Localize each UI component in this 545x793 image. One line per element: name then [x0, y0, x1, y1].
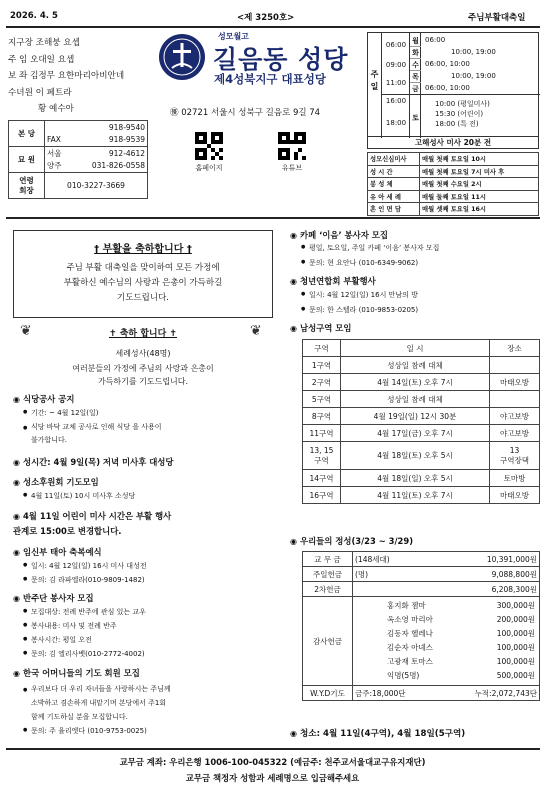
- table-row: [303, 408, 540, 425]
- thanks-offering-list: [353, 597, 540, 686]
- decor-left-icon: ❦: [20, 323, 32, 339]
- donor-name: 고광재 토마스: [387, 657, 433, 666]
- cleaning-notice: ◉ 청소: 4월 11일(4구역), 4월 18일(5구역): [290, 729, 466, 739]
- men-place: [490, 357, 540, 374]
- chair-label: 연령 회장: [9, 173, 45, 199]
- yangju-label: 양주: [45, 160, 75, 173]
- header-bottom-rule: [6, 217, 540, 219]
- monthly-label-1: 성모신심미사: [368, 153, 420, 166]
- offering-amount: 10,391,000원: [423, 552, 540, 567]
- weekday-fri: 06:00, 10:00: [425, 84, 470, 92]
- monthly-value-4: 매월 둘째 토요일 11시: [420, 190, 539, 203]
- men-place: 마태오방: [490, 374, 540, 391]
- men-place: 13 구역장댁: [490, 442, 540, 470]
- baptism-count: 세례성사(48명): [115, 349, 171, 358]
- footer-instruction: 교무금 책정자 성함과 세례명으로 입금해주세요: [185, 773, 360, 783]
- footer-account: 교무금 계좌: 우리은행 1006-100-045322 (예금주: 천주교서울대교구유지재단): [119, 757, 426, 767]
- day-sat: 토: [412, 114, 419, 122]
- men-header-place: 장소: [490, 340, 540, 357]
- offering-amount: 9,088,800원: [423, 567, 540, 582]
- vocation-detail: ● 4월 11일(토) 10시 미사후 소성당: [31, 491, 135, 501]
- youtube-label: 유튜브: [281, 164, 303, 172]
- men-date: 4월 19일(일) 12시 30분: [341, 408, 490, 425]
- cemetery-label: 묘 원: [9, 147, 45, 173]
- offering-note: (명): [353, 567, 423, 582]
- church-label: 본 당: [9, 121, 45, 147]
- men-date: 성상일 참례 대체: [341, 357, 490, 374]
- sunday-times: [382, 33, 410, 138]
- staff-2: 주 임 오대일 요셉: [8, 54, 75, 65]
- easter-greeting-box: [13, 230, 273, 318]
- men-zone: 16구역: [303, 487, 341, 504]
- day-labels: [410, 33, 421, 138]
- vocation-text: 성소후원회 기도모임: [22, 477, 99, 487]
- weekday-times: [421, 33, 540, 138]
- cafe-detail: ● 평일, 토요일, 주일 카페 ‘이음’ 봉사자 모집: [309, 243, 439, 253]
- men-place: [490, 391, 540, 408]
- staff-5: 황 예수아: [38, 104, 74, 114]
- notice-children-mass: ◉ 4월 11일 어린이 미사 시간은 부활 행사 관계로 15:00로 변경합니다.: [13, 511, 172, 536]
- issue-number: <제 3250호>: [237, 13, 295, 23]
- donor-amount: 100,000원: [496, 629, 535, 638]
- men-zone: 14구역: [303, 470, 341, 487]
- saturday-mass-1: 10:00 (평일미사): [435, 100, 490, 108]
- wyd-total: 누적:2,072,743단: [423, 686, 540, 701]
- yangju-phone: 031-826-0558: [75, 160, 148, 173]
- donor-amount: 200,000원: [496, 615, 535, 624]
- weekday-wed: 06:00, 10:00: [425, 60, 470, 68]
- offering-amount: 6,208,300원: [423, 582, 540, 597]
- parish-address: ㊝ 02721 서울시 성북구 길음로 9길 74: [170, 108, 321, 118]
- men-text: 남성구역 모임: [299, 323, 352, 333]
- donor-name: 홍지화 젬마: [387, 601, 426, 610]
- donor-name: 김순자 아녜스: [387, 643, 433, 652]
- offering-note: [353, 582, 423, 597]
- offering-title: ◉ 우리들의 정성(3/23 ~ 3/29): [290, 536, 414, 546]
- youth-date: ● 일시: 4월 12일(일) 16시 만남의 방: [309, 290, 418, 300]
- men-zone: 5구역: [303, 391, 341, 408]
- offering-label: 2차헌금: [303, 582, 353, 597]
- notice-cafeteria-text: 식당공사 공지: [22, 394, 75, 404]
- men-zone: 8구역: [303, 408, 341, 425]
- men-zone: 11구역: [303, 425, 341, 442]
- children-mass-text: 4월 11일 어린이 미사 시간은 부활 행사 관계로 15:00로 변경합니다.: [13, 511, 172, 536]
- thanks-offering-label: 감사헌금: [303, 597, 353, 686]
- monthly-value-3: 매월 첫째 수요일 2시: [420, 178, 539, 191]
- donor-name: 옥소영 마리아: [387, 615, 433, 624]
- pregnancy-date: ● 일시: 4월 12일(일) 16시 미사 대성전: [31, 561, 147, 571]
- cafe-contact: ● 문의: 현 요안나 (010-6349-9062): [309, 258, 418, 268]
- weekday-tue: 10:00, 19:00: [451, 48, 496, 56]
- sunday-time-3: 11:00: [385, 79, 407, 87]
- table-row: [303, 425, 540, 442]
- donor-name: 김동자 헬레나: [387, 629, 433, 638]
- mothers-prayer-detail: ● 우리보다 더 우리 자녀들을 사랑하시는 주님께 소박하고 겸손하게 내맡기며 본당에서 주1회 함께 기도하실 분을 모집합니다.: [31, 682, 171, 724]
- notice-cafe-title: ◉ 카페 ‘이음’ 봉사자 모집: [290, 230, 388, 240]
- notice-youth-title: ◉ 청년연합회 부활행사: [290, 276, 376, 286]
- staff-4: 수녀원 이 페트라: [8, 87, 72, 98]
- fax-label: FAX: [45, 134, 75, 147]
- offering-note: (148세대): [353, 552, 423, 567]
- men-place: 마태오방: [490, 487, 540, 504]
- donor-amount: 500,000원: [496, 671, 535, 680]
- seoul-label: 서울: [45, 147, 75, 160]
- men-date: 4월 18일(일) 오후 5시: [341, 470, 490, 487]
- men-place: 야고보방: [490, 425, 540, 442]
- day-tue: 화: [412, 49, 419, 57]
- header-rule: [6, 26, 540, 28]
- monthly-label-5: 혼 인 면 담: [368, 203, 420, 216]
- cleaning-text: 청소: 4월 11일(4구역), 4월 18일(5구역): [299, 729, 466, 739]
- offering-label: 교 무 금: [303, 552, 353, 567]
- men-meeting-table: [302, 339, 540, 504]
- staff-3: 보 좌 김정무 요한마리아비안네: [8, 71, 125, 81]
- sunday-time-1: 06:00: [385, 41, 407, 49]
- staff-list: [8, 35, 124, 118]
- notice-cafeteria-title: ◉ 식당공사 공지: [13, 394, 75, 404]
- monthly-label-4: 유 아 세 례: [368, 190, 420, 203]
- monthly-label-3: 봉 성 체: [368, 178, 420, 191]
- holy-hour-text: 성시간: 4월 9일(목) 저녁 미사후 대성당: [22, 457, 174, 467]
- notice-men-title: ◉ 남성구역 모임: [290, 323, 352, 333]
- men-zone: 1구역: [303, 357, 341, 374]
- donor-amount: 300,000원: [496, 601, 535, 610]
- offering-table: [302, 551, 540, 701]
- table-row: [303, 442, 540, 470]
- easter-message: 주님 부활 대축일을 맞이하여 모든 가정에 부활하신 예수님의 사랑과 은총이 가득하길 기도드립니다.: [63, 263, 223, 303]
- accompanist-target: ● 모집대상: 전례 반주에 관심 있는 교우: [31, 607, 146, 617]
- weekday-thu: 10:00, 19:00: [451, 72, 496, 80]
- sunday-time-5: 18:00: [385, 119, 407, 127]
- day-fri: 금: [412, 85, 419, 93]
- men-date: 성상일 참례 대체: [341, 391, 490, 408]
- sunday-time-2: 09:00: [385, 61, 407, 69]
- feast-name: 주님부활대축일: [468, 13, 526, 23]
- seoul-phone: 912-4612: [75, 147, 148, 160]
- parish-deanery: 제4성북지구 대표성당: [214, 72, 326, 86]
- notice-pregnancy-title: ◉ 임신부 태아 축복예식: [13, 547, 102, 557]
- weekday-mon: 06:00: [425, 36, 446, 44]
- men-place: 토마방: [490, 470, 540, 487]
- donor-amount: 100,000원: [496, 643, 535, 652]
- staff-1: 지구장 조해붕 요셉: [8, 38, 80, 48]
- pregnancy-text: 임신부 태아 축복예식: [22, 547, 102, 557]
- sunday-time-4: 16:00: [385, 97, 407, 105]
- accompanist-contact: ● 문의: 김 엘리사벳(010-2772-4002): [31, 649, 145, 659]
- men-date: 4월 11일(토) 오후 7시: [341, 487, 490, 504]
- men-date: 4월 14일(토) 오후 7시: [341, 374, 490, 391]
- men-header-zone: 구역: [303, 340, 341, 357]
- saturday-mass-3: 18:00 (특 전): [435, 120, 479, 128]
- accompanist-time: ● 봉사시간: 평일 오전: [31, 635, 92, 645]
- monthly-value-1: 매월 첫째 토요일 10시: [420, 153, 539, 166]
- youth-text: 청년연합회 부활행사: [299, 276, 376, 286]
- day-wed: 수: [412, 61, 419, 69]
- men-zone: 13, 15 구역: [303, 442, 341, 470]
- men-place: 야고보방: [490, 408, 540, 425]
- youth-contact: ● 문의: 한 스텔라 (010-9853-0205): [309, 305, 418, 315]
- baptism-message: 여러분들의 가정에 주님의 사랑과 은총이 가득하기를 기도드립니다.: [72, 364, 214, 386]
- saturday-mass-2: 15:30 (어린이): [435, 110, 484, 118]
- accompanist-text: 반주단 봉사자 모집: [22, 593, 94, 603]
- men-header-date: 일 시: [341, 340, 490, 357]
- accompanist-role: ● 봉사내용: 미사 및 전례 반주: [31, 621, 117, 631]
- donor-name: 익명(5명): [387, 671, 420, 680]
- men-zone: 2구역: [303, 374, 341, 391]
- offering-label: 주일헌금: [303, 567, 353, 582]
- parish-emblem: [157, 32, 207, 82]
- contact-table: [8, 120, 148, 199]
- monthly-value-5: 매월 셋째 토요일 16시: [420, 203, 539, 216]
- monthly-label-2: 성 시 간: [368, 165, 420, 178]
- table-row: [303, 487, 540, 504]
- notice-accompanist-title: ◉ 반주단 봉사자 모집: [13, 593, 94, 603]
- decor-right-icon: ❦: [250, 323, 262, 339]
- wyd-week: 금주:18,000단: [353, 686, 423, 701]
- men-date: 4월 18일(토) 오후 5시: [341, 442, 490, 470]
- monthly-value-2: 매월 첫째 토요일 7시 미사 후: [420, 165, 539, 178]
- easter-title: † 부활을 축하합니다 †: [94, 244, 192, 255]
- footer-rule: [6, 748, 540, 750]
- parish-small-title: 성모월고: [218, 32, 249, 41]
- mothers-prayer-contact: ● 문의: 주 율리엣다 (010-9753-0025): [31, 726, 147, 736]
- table-row: [303, 391, 540, 408]
- cafeteria-period: ● 기간: ~ 4월 12일(일): [31, 408, 99, 418]
- chair-phone: 010-3227-3669: [45, 173, 148, 199]
- monthly-events: [367, 152, 539, 216]
- table-row: [303, 470, 540, 487]
- day-thu: 목: [412, 73, 419, 81]
- cafeteria-detail: ● 식당 바닥 교체 공사로 인해 식당 을 사용이 불가합니다.: [31, 421, 162, 447]
- men-date: 4월 17일(금) 오후 7시: [341, 425, 490, 442]
- notice-holy-hour: ◉ 성시간: 4월 9일(목) 저녁 미사후 대성당: [13, 457, 174, 467]
- mothers-prayer-text: 한국 어머니들의 기도 회원 모집: [22, 668, 140, 678]
- fax-number: 918-9539: [75, 134, 148, 147]
- notice-mothers-prayer-title: ◉ 한국 어머니들의 기도 회원 모집: [13, 668, 140, 678]
- pregnancy-contact: ● 문의: 김 라파엘라(010-9809-1482): [31, 575, 145, 585]
- bulletin-date: 2026. 4. 5: [10, 11, 58, 21]
- table-row: [303, 374, 540, 391]
- parish-name: 길음동 성당: [213, 45, 349, 74]
- homepage-qr-icon[interactable]: [195, 132, 223, 160]
- homepage-label: 홈페이지: [195, 164, 223, 172]
- cafe-text: 카페 ‘이음’ 봉사자 모집: [299, 230, 388, 240]
- wyd-label: W.Y.D기도: [303, 686, 353, 701]
- baptism-title: ✝ 축하 합니다 ✝: [109, 329, 177, 339]
- table-row: [303, 357, 540, 374]
- donor-amount: 100,000원: [496, 657, 535, 666]
- confession-note: 고해성사 미사 20분 전: [367, 137, 539, 149]
- notice-vocation-title: ◉ 성소후원회 기도모임: [13, 477, 99, 487]
- youtube-qr-icon[interactable]: [278, 132, 306, 160]
- mass-schedule: [367, 32, 539, 137]
- day-mon: 월: [412, 37, 419, 45]
- church-phone: 918-9540: [75, 121, 148, 134]
- sunday-label: 주 일: [368, 33, 382, 138]
- offering-title-text: 우리들의 정성(3/23 ~ 3/29): [299, 536, 414, 546]
